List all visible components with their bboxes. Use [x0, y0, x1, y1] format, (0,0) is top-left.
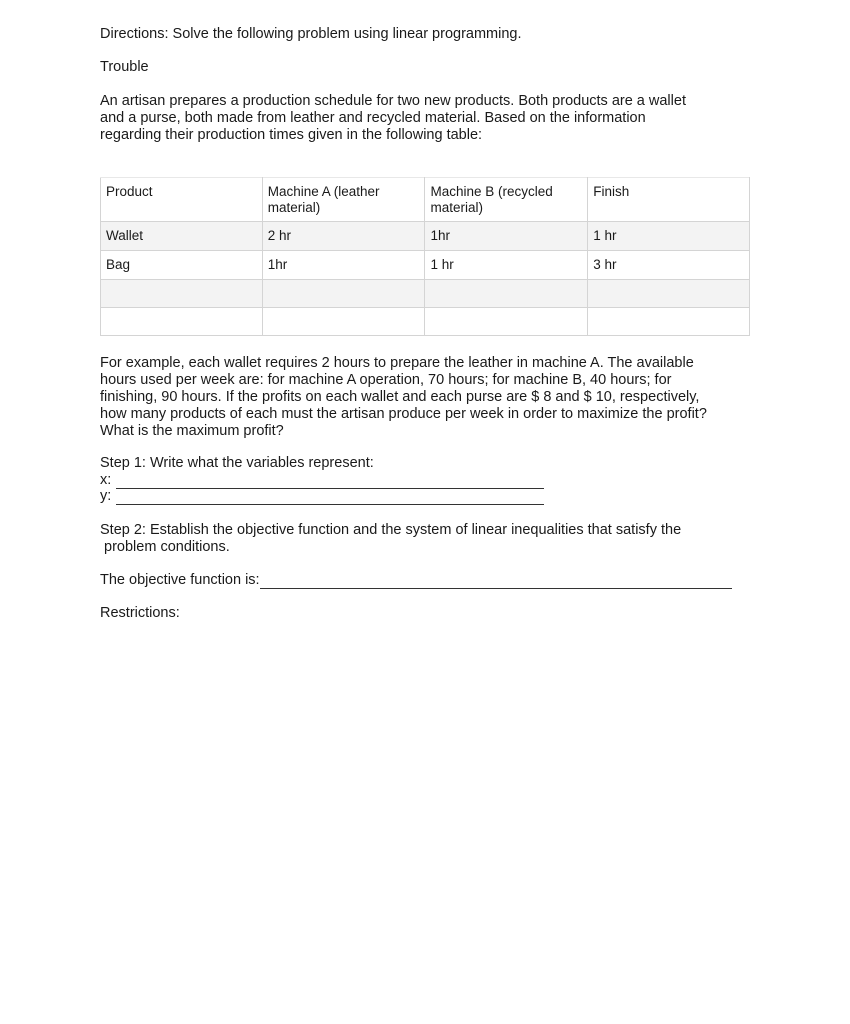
- table-header-cell: [101, 178, 263, 222]
- table-row: [101, 251, 750, 280]
- table-row: [101, 308, 750, 336]
- objective-function-line: [100, 572, 732, 589]
- table-cell: [588, 308, 750, 336]
- step1-heading: Step 1: Write what the variables represent:: [100, 455, 374, 471]
- example-line: hours used per week are: for machine A operation, 70 hours; for machine B, 40 hours; for: [100, 372, 672, 388]
- table-cell: 1 hr: [425, 251, 588, 280]
- table-cell: Bag: [101, 251, 263, 280]
- table-cell: [262, 280, 425, 308]
- header-line: material): [430, 200, 483, 215]
- intro-line: and a purse, both made from leather and recycled material. Based on the information: [100, 110, 646, 126]
- table-cell: [588, 280, 750, 308]
- table-cell: 1hr: [262, 251, 425, 280]
- objective-label: The objective function is:: [100, 572, 260, 588]
- objective-answer-blank[interactable]: [260, 574, 732, 589]
- table-header-cell: [262, 178, 425, 222]
- table-cell: Wallet: [101, 222, 263, 251]
- example-line: What is the maximum profit?: [100, 423, 284, 439]
- example-line: finishing, 90 hours. If the profits on each wallet and each purse are $ 8 and $ 10, respectively,: [100, 389, 700, 405]
- header-line: Product: [106, 184, 153, 199]
- table-row: [101, 280, 750, 308]
- step2-paragraph: [100, 522, 760, 556]
- example-paragraph: [100, 355, 760, 440]
- production-times-table: [100, 177, 750, 336]
- y-label: y:: [100, 488, 112, 504]
- table-header-cell: [425, 178, 588, 222]
- table-cell: [101, 308, 263, 336]
- step2-line: Step 2: Establish the objective function and the system of linear inequalities that satisfy the: [100, 522, 682, 538]
- table-cell: 1hr: [425, 222, 588, 251]
- table-cell: [262, 308, 425, 336]
- x-label: x:: [100, 472, 112, 488]
- table-header-cell: [588, 178, 750, 222]
- table-cell: 2 hr: [262, 222, 425, 251]
- header-line: material): [267, 200, 321, 215]
- header-line: Machine B (recycled: [430, 184, 553, 199]
- table-cell: [425, 308, 588, 336]
- intro-paragraph: [100, 93, 750, 144]
- example-line: how many products of each must the artisan produce per week in order to maximize the profit?: [100, 406, 707, 422]
- restrictions-label: Restrictions:: [100, 605, 180, 621]
- table-cell: 1 hr: [588, 222, 750, 251]
- intro-line: An artisan prepares a production schedule for two new products. Both products are a wallet: [100, 93, 686, 109]
- table-cell: 3 hr: [588, 251, 750, 280]
- x-answer-line: [100, 472, 544, 489]
- header-line: Finish: [593, 184, 630, 199]
- step2-line: problem conditions.: [100, 539, 230, 555]
- example-line: For example, each wallet requires 2 hours to prepare the leather in machine A. The available: [100, 355, 694, 371]
- table-header-row: [101, 178, 750, 222]
- table-row: [101, 222, 750, 251]
- problem-title: Trouble: [100, 59, 149, 75]
- table-cell: [425, 280, 588, 308]
- intro-line: regarding their production times given in the following table:: [100, 127, 483, 143]
- directions-text: Directions: Solve the following problem using linear programming.: [100, 26, 522, 42]
- x-answer-blank[interactable]: [116, 474, 544, 489]
- y-answer-blank[interactable]: [116, 490, 544, 505]
- table-cell: [101, 280, 263, 308]
- y-answer-line: [100, 488, 544, 505]
- header-line: Machine A (leather: [267, 184, 380, 199]
